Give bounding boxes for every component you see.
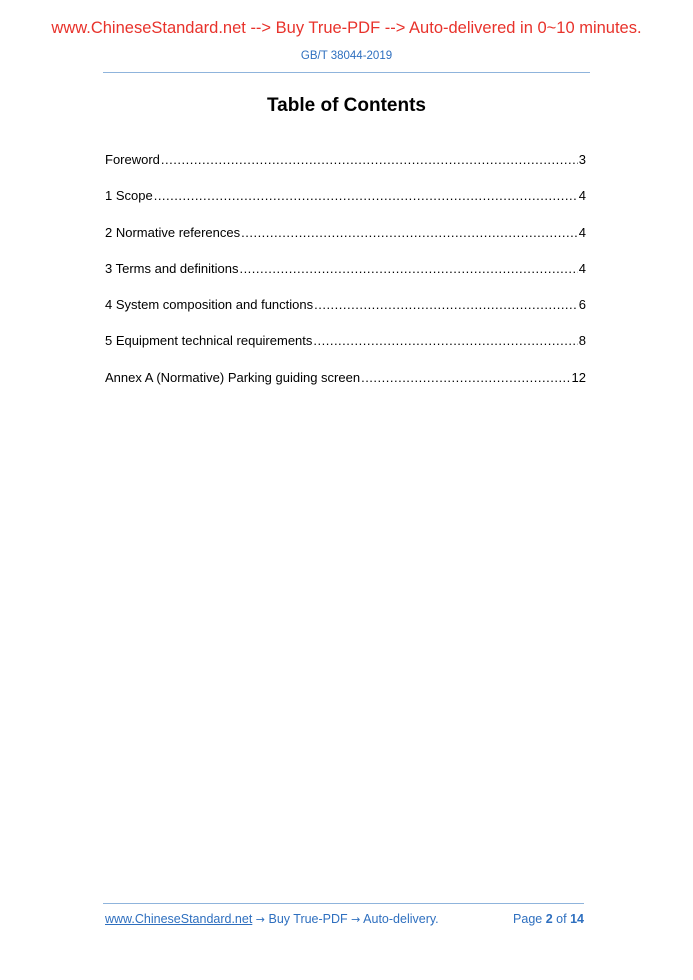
- page-title: Table of Contents: [266, 95, 427, 116]
- toc-entry-system-composition[interactable]: [105, 297, 586, 333]
- toc-dot-leader: [241, 225, 578, 240]
- toc-entry-terms-definitions[interactable]: [105, 261, 586, 297]
- toc-entry-page: 4: [578, 188, 586, 204]
- toc-entry-page: 8: [578, 333, 586, 349]
- toc-entry-page: 6: [578, 297, 586, 313]
- footer-promo: [105, 912, 439, 926]
- page-word: Page: [513, 912, 543, 926]
- page-number: [513, 912, 584, 926]
- of-word: of: [556, 912, 567, 926]
- toc-entry-label: 1 Scope: [105, 188, 153, 204]
- right-arrow-icon: →: [255, 913, 266, 926]
- toc-entry-label: 5 Equipment technical requirements: [105, 333, 313, 349]
- table-of-contents: [105, 152, 586, 406]
- header-divider: [103, 72, 590, 73]
- toc-dot-leader: [314, 297, 578, 312]
- toc-entry-equipment-requirements[interactable]: [105, 333, 586, 369]
- page-footer: [105, 912, 584, 930]
- total-page-count: 14: [570, 912, 584, 926]
- toc-entry-annex-a[interactable]: [105, 370, 586, 406]
- toc-dot-leader: [239, 261, 577, 276]
- footer-divider: [103, 903, 584, 904]
- toc-dot-leader: [161, 152, 578, 167]
- toc-entry-label: Foreword: [105, 152, 160, 167]
- toc-entry-normative-references[interactable]: [105, 225, 586, 261]
- standard-code-header: GB/T 38044-2019: [300, 50, 393, 62]
- toc-entry-foreword[interactable]: [105, 152, 586, 188]
- toc-entry-label: 4 System composition and functions: [105, 297, 314, 313]
- toc-dot-leader: [313, 333, 577, 348]
- toc-entry-page: 4: [578, 260, 586, 276]
- toc-entry-label: 2 Normative references: [105, 224, 241, 240]
- toc-entry-page: 3: [578, 152, 586, 167]
- toc-entry-page: 4: [578, 224, 586, 240]
- footer-site-link[interactable]: www.ChineseStandard.net: [105, 912, 253, 926]
- toc-entry-scope[interactable]: [105, 188, 586, 224]
- toc-dot-leader: [154, 188, 578, 203]
- promo-banner[interactable]: www.ChineseStandard.net --> Buy True-PDF --> Auto-delivered in 0~10 minutes.: [51, 19, 642, 37]
- current-page-number: 2: [545, 912, 553, 926]
- toc-entry-page: 12: [571, 369, 586, 385]
- toc-entry-label: Annex A (Normative) Parking guiding screen: [105, 369, 361, 385]
- footer-delivery-text: Auto-delivery.: [360, 912, 439, 926]
- toc-entry-label: 3 Terms and definitions: [105, 260, 239, 276]
- footer-buy-text: Buy True-PDF: [265, 912, 352, 926]
- toc-dot-leader: [361, 370, 570, 385]
- right-arrow-icon: →: [351, 913, 361, 926]
